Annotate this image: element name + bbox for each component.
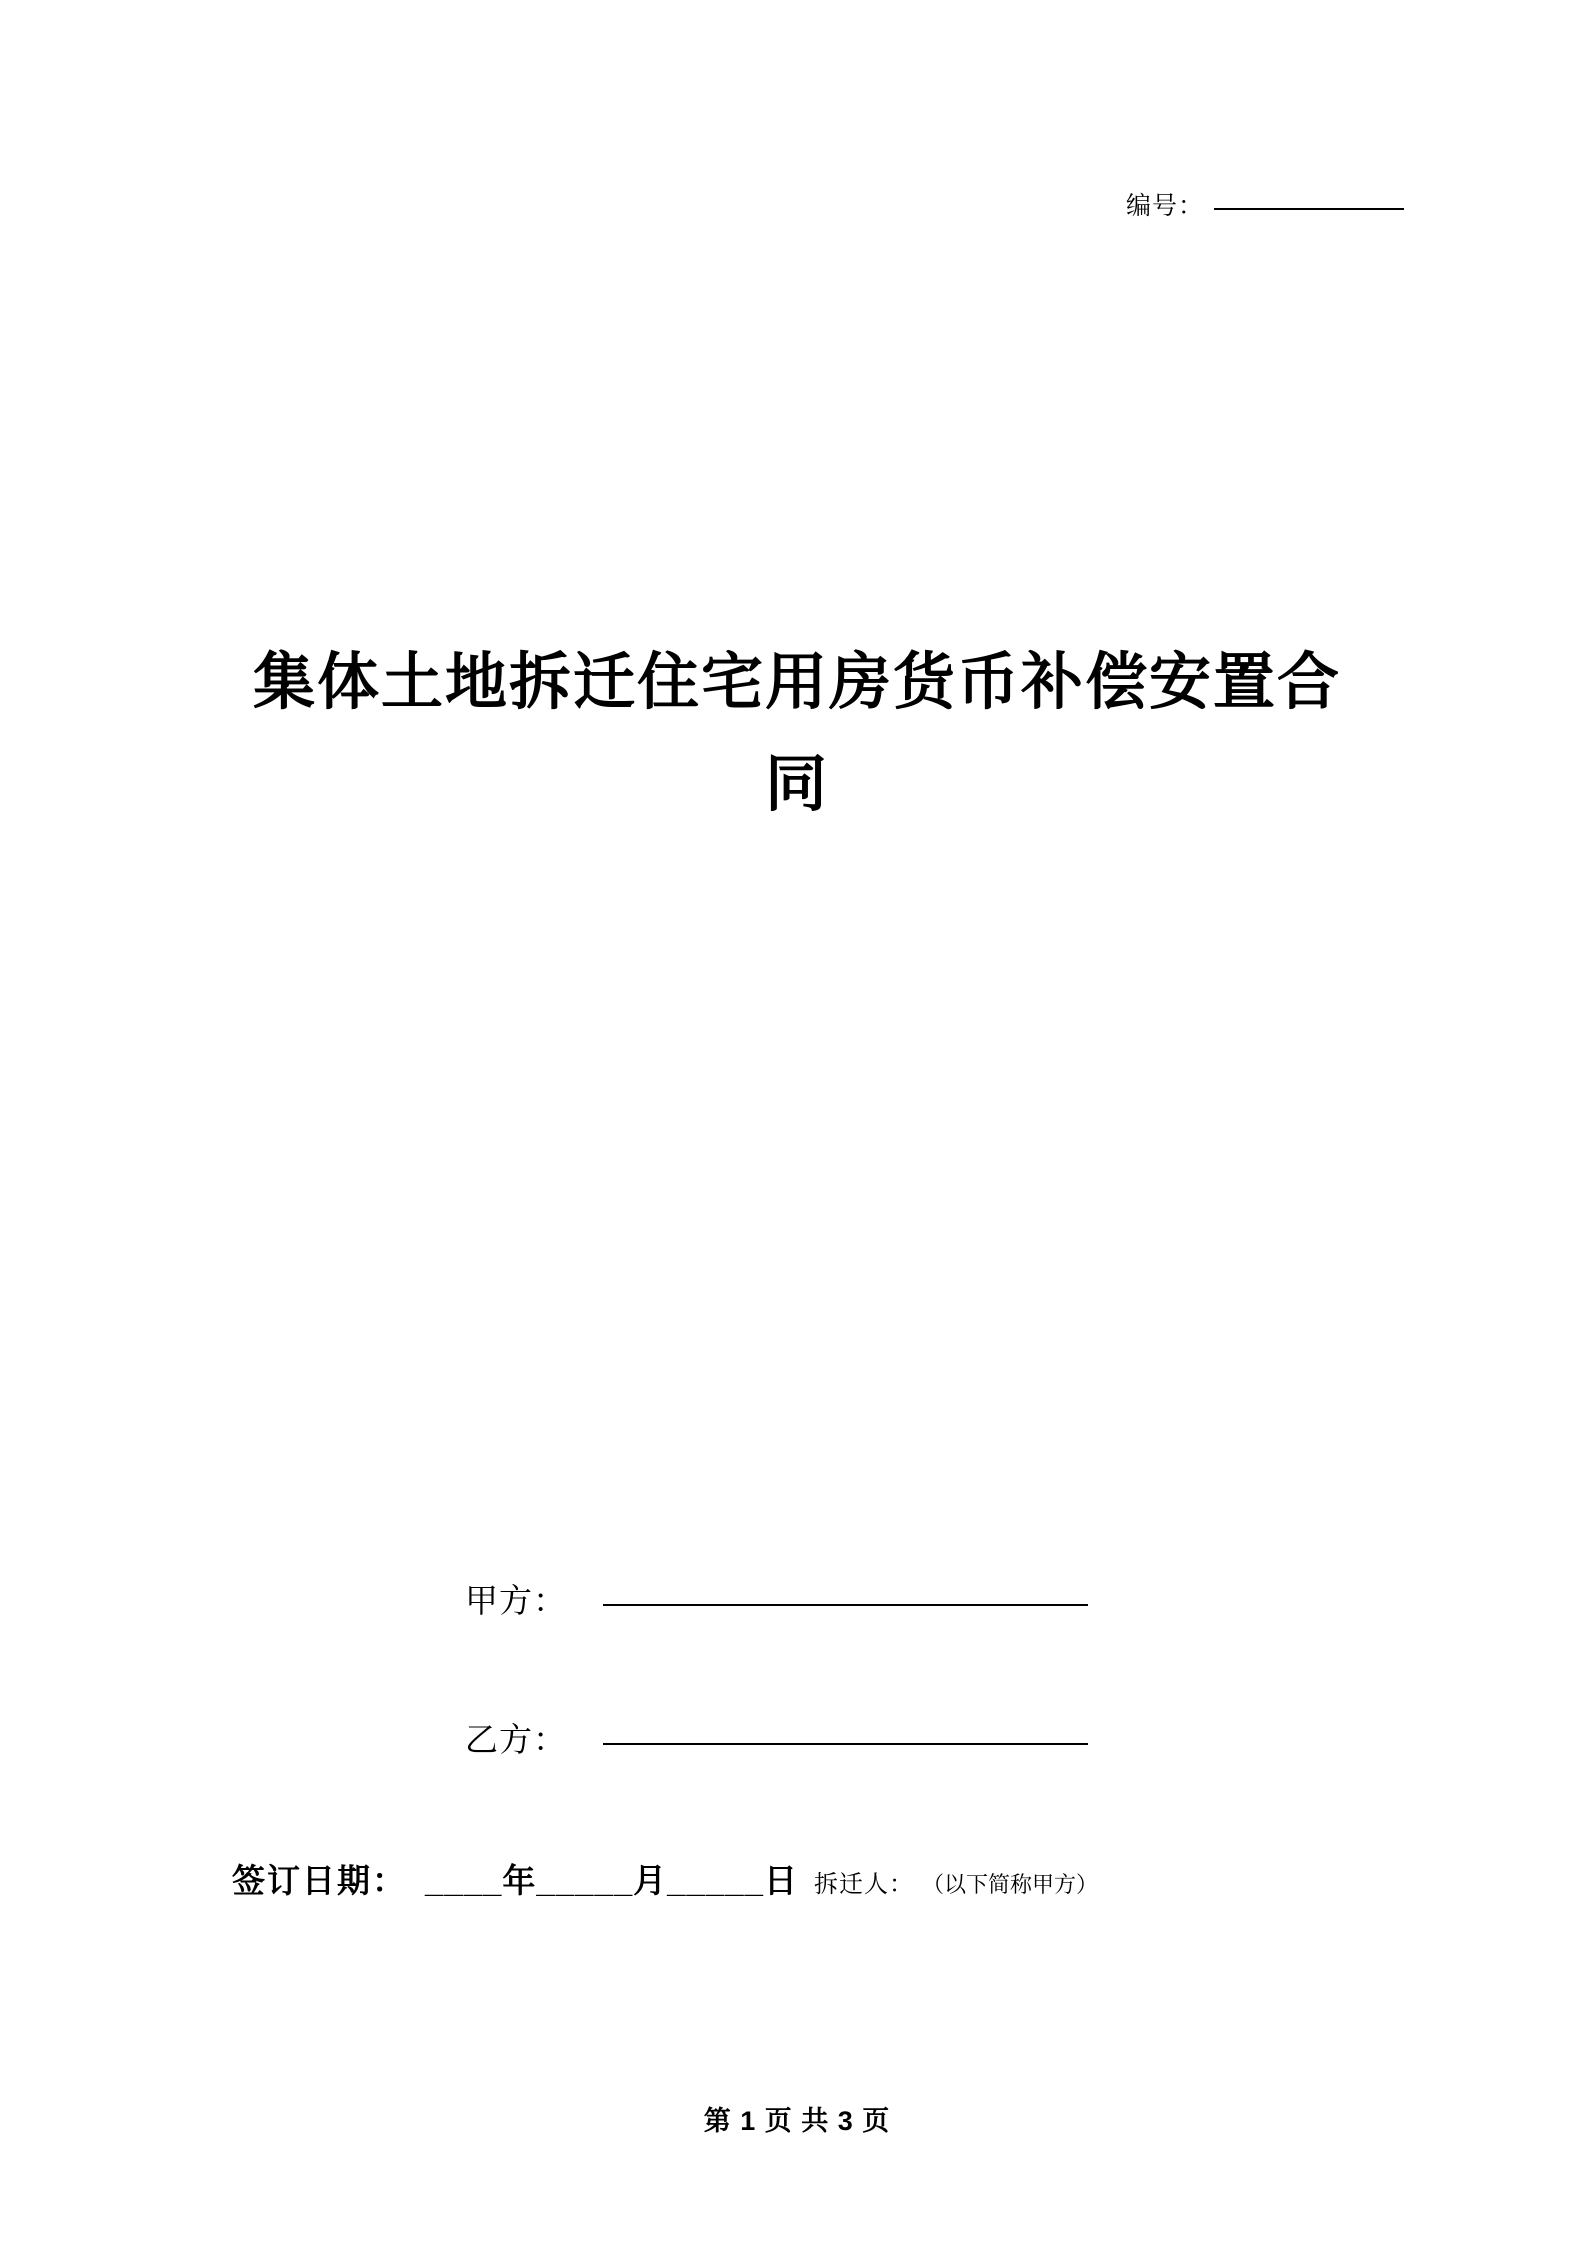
party-b-label: 乙方： <box>465 1721 567 1758</box>
page-footer: 第 1 页 共 3 页 <box>703 2106 891 2136</box>
sign-date-value[interactable]: ____年_____月_____日 <box>425 1862 798 1899</box>
parties-block <box>465 1575 1225 1853</box>
party-a-row <box>465 1575 1225 1622</box>
party-a-label: 甲方： <box>465 1582 567 1619</box>
document-number-blank[interactable] <box>1214 207 1404 210</box>
sign-date-row <box>232 1855 1098 1902</box>
party-a-note: （以下简称甲方） <box>921 1872 1098 1897</box>
party-b-input[interactable] <box>603 1742 1088 1745</box>
document-number-label: 编号： <box>1125 192 1204 220</box>
page-title: 集体土地拆迁住宅用房货币补偿安置合同 <box>252 647 1341 819</box>
document-number <box>1126 186 1404 222</box>
sign-date-label: 签订日期： <box>232 1862 407 1899</box>
demolisher-label: 拆迁人： <box>813 1871 914 1898</box>
party-a-input[interactable] <box>603 1603 1088 1606</box>
party-b-row <box>465 1714 1225 1761</box>
